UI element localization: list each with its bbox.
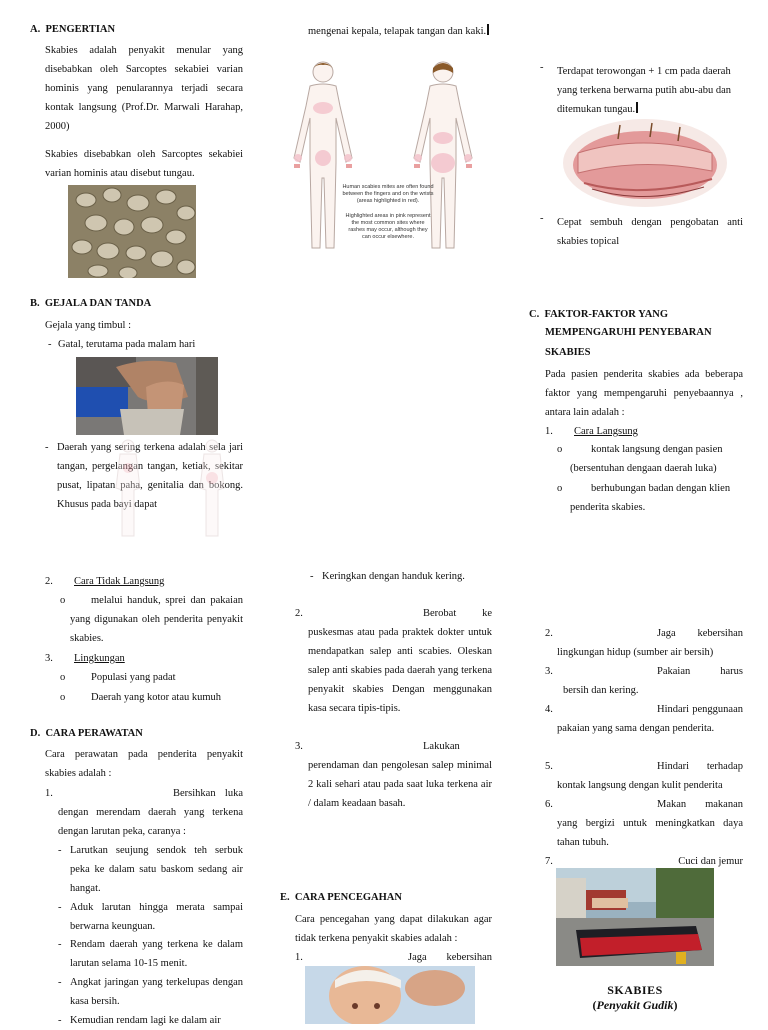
section-d-d5: Kemudian rendam lagi ke dalam air (70, 1015, 221, 1026)
section-d-num-2: 2. (295, 608, 303, 619)
section-a-para2: Skabies disebabkan oleh Sarcoptes sekabiei varian hominis atau disebut tungau. (45, 149, 243, 179)
section-d-intro: Cara perawatan pada penderita penyakit skabies adalah : (45, 749, 243, 779)
col3-item-2: Cepat sembuh dengan pengobatan anti skabies topical (557, 217, 743, 247)
section-d-dash-2: - (58, 902, 62, 913)
diagram-caption-2: Highlighted areas in pink represent the most common sites where rashes may occur, although they can occur elsewhere. (345, 213, 431, 240)
section-e-p1: Jaga kebersihan (408, 952, 492, 963)
section-e-p3: Pakaian harus bersih dan kering. (563, 666, 743, 696)
section-d-dash-4: - (58, 977, 62, 988)
section-b-dash-2: - (45, 442, 49, 453)
diagram-caption-1: Human scabies mites are often found between the fingers and on the wrists (areas highlighted in red). (342, 184, 434, 204)
section-a-heading: A. PENGERTIAN (30, 24, 116, 35)
cover-title: SKABIES (607, 983, 663, 997)
body-rash-diagram (278, 58, 490, 268)
section-c-heading-2: MEMPENGARUHI PENYEBARAN (545, 327, 712, 338)
section-e-num-1: 1. (295, 952, 303, 963)
mites-photo (68, 185, 196, 278)
section-e-num-6: 6. (545, 799, 553, 810)
section-d-dash-3: - (58, 939, 62, 950)
section-d-step-1: Bersihkan luka dengan merendam daerah yang terkena dengan larutan peka, caranya : (58, 788, 243, 837)
section-e-p6: Makan makanan yang bergizi untuk meningkatkan daya tahan tubuh. (557, 799, 743, 848)
section-c-heading-3: SKABIES (545, 347, 591, 358)
section-b-item-2: Daerah yang sering terkena adalah sela jari tangan, pergelangan tangan, ketiak, sekitar pusat, lipatan paha, genitalia dan bokong. Khusus pada bayi dapat (57, 442, 243, 510)
section-d-d1: Larutkan seujung sendok teh serbuk peka ke dalam satu baskom sedang air hangat. (70, 845, 243, 894)
section-d-num-1: 1. (45, 788, 53, 799)
scratching-photo (76, 357, 218, 435)
section-e-num-3: 3. (545, 666, 553, 677)
col3-dash-2: - (540, 213, 544, 224)
section-c-num-2: 2. (45, 576, 53, 587)
section-c-b3: melalui handuk, sprei dan pakaian yang digunakan oleh penderita penyakit skabies. (70, 595, 243, 644)
section-d-d6: Keringkan dengan handuk kering. (322, 571, 465, 582)
bathing-photo (305, 966, 475, 1024)
section-e-p5: Hindari terhadap kontak langsung dengan kulit penderita (557, 761, 743, 791)
section-d-num-3: 3. (295, 741, 303, 752)
section-c-b5: Daerah yang kotor atau kumuh (91, 692, 222, 703)
section-c-b1: kontak langsung dengan pasien (bersentuhan dengaan daerah luka) (570, 444, 723, 474)
section-c-bullet-2: o (557, 483, 563, 494)
section-c-bullet-4: o (60, 672, 66, 683)
section-d-dash-1: - (58, 845, 62, 856)
section-e-p2: Jaga kebersihan lingkungan hidup (sumber air bersih) (557, 628, 743, 658)
section-e-p4: Hindari penggunaan pakaian yang sama dengan penderita. (557, 704, 743, 734)
section-d-step-3: Lakukan perendaman dan pengolesan salep minimal 2 kali sehari atau pada saat luka terkena air / dalam keadaan basah. (308, 741, 492, 809)
section-d-d2: Aduk larutan hingga merata sampai berwarna keunguan. (70, 902, 243, 932)
section-c-bullet-1: o (557, 444, 563, 455)
section-c-sub-2: Cara Tidak Langsung (74, 576, 165, 587)
section-e-num-7: 7. (545, 856, 553, 867)
section-c-bullet-3: o (60, 595, 66, 606)
section-b-intro: Gejala yang timbul : (45, 320, 132, 331)
section-c-num-1: 1. (545, 426, 553, 437)
section-e-num-5: 5. (545, 761, 553, 772)
section-b-dash-1: - (48, 339, 52, 350)
section-a-para1: Skabies adalah penyakit menular yang disebabkan oleh Sarcoptes sekabiei varian hominis yang penularannya terjadi secara kontak langsung (Prof.Dr. Marwali Harahap, 2000) (45, 45, 243, 132)
section-d-heading: D. CARA PERAWATAN (30, 728, 143, 739)
section-b-heading: B. GEJALA DAN TANDA (30, 298, 152, 309)
col3-dash-1: - (540, 62, 544, 73)
section-e-intro: Cara pencegahan yang dapat dilakukan agar tidak terkena penyakit skabies adalah : (295, 914, 492, 944)
section-c-b4: Populasi yang padat (91, 672, 176, 683)
section-c-heading-1: C. FAKTOR-FAKTOR YANG (529, 309, 669, 320)
cover-subtitle: (Penyakit Gudik) (592, 998, 678, 1012)
section-c-sub-1: Cara Langsung (574, 426, 638, 437)
col3-item-1: Terdapat terowongan + 1 cm pada daerah yang terkena berwarna putih abu-abu dan ditemukan tungau. (557, 66, 732, 115)
section-c-bullet-5: o (60, 692, 66, 703)
section-d-dash-6: - (310, 571, 314, 582)
section-c-num-3: 3. (45, 653, 53, 664)
overlay-body-diagram (104, 438, 236, 540)
section-c-b2: berhubungan badan dengan klien penderita skabies. (570, 483, 731, 513)
section-c-intro: Pada pasien penderita skabies ada beberapa faktor yang mempengaruhi penyebaannya , antara lain adalah : (545, 369, 743, 418)
section-d-step-2: Berobat ke puskesmas atau pada praktek dokter untuk mendapatkan salep anti scabies. Oleskan salep anti skabies pada daerah yang terkena penyakit skabies Dengan menggunakan kasa secara tipis-tipis. (308, 608, 492, 714)
section-b-item-1: Gatal, terutama pada malam hari (58, 339, 196, 350)
skin-burrow-illustration (562, 117, 728, 209)
section-e-heading: E. CARA PENCEGAHAN (280, 892, 402, 903)
section-d-dash-5: - (58, 1015, 62, 1026)
section-d-d3: Rendam daerah yang terkena ke dalam larutan selama 10-15 menit. (70, 939, 243, 969)
section-e-num-4: 4. (545, 704, 553, 715)
section-c-sub-3: Lingkungan (74, 653, 125, 664)
section-d-d4: Angkat jaringan yang terkelupas dengan kasa bersih. (70, 977, 243, 1007)
section-e-num-2: 2. (545, 628, 553, 639)
col2-continuation-text: mengenai kepala, telapak tangan dan kaki. (308, 22, 492, 41)
drying-mattress-photo (556, 868, 714, 966)
section-e-p7: Cuci dan jemur (678, 856, 743, 867)
